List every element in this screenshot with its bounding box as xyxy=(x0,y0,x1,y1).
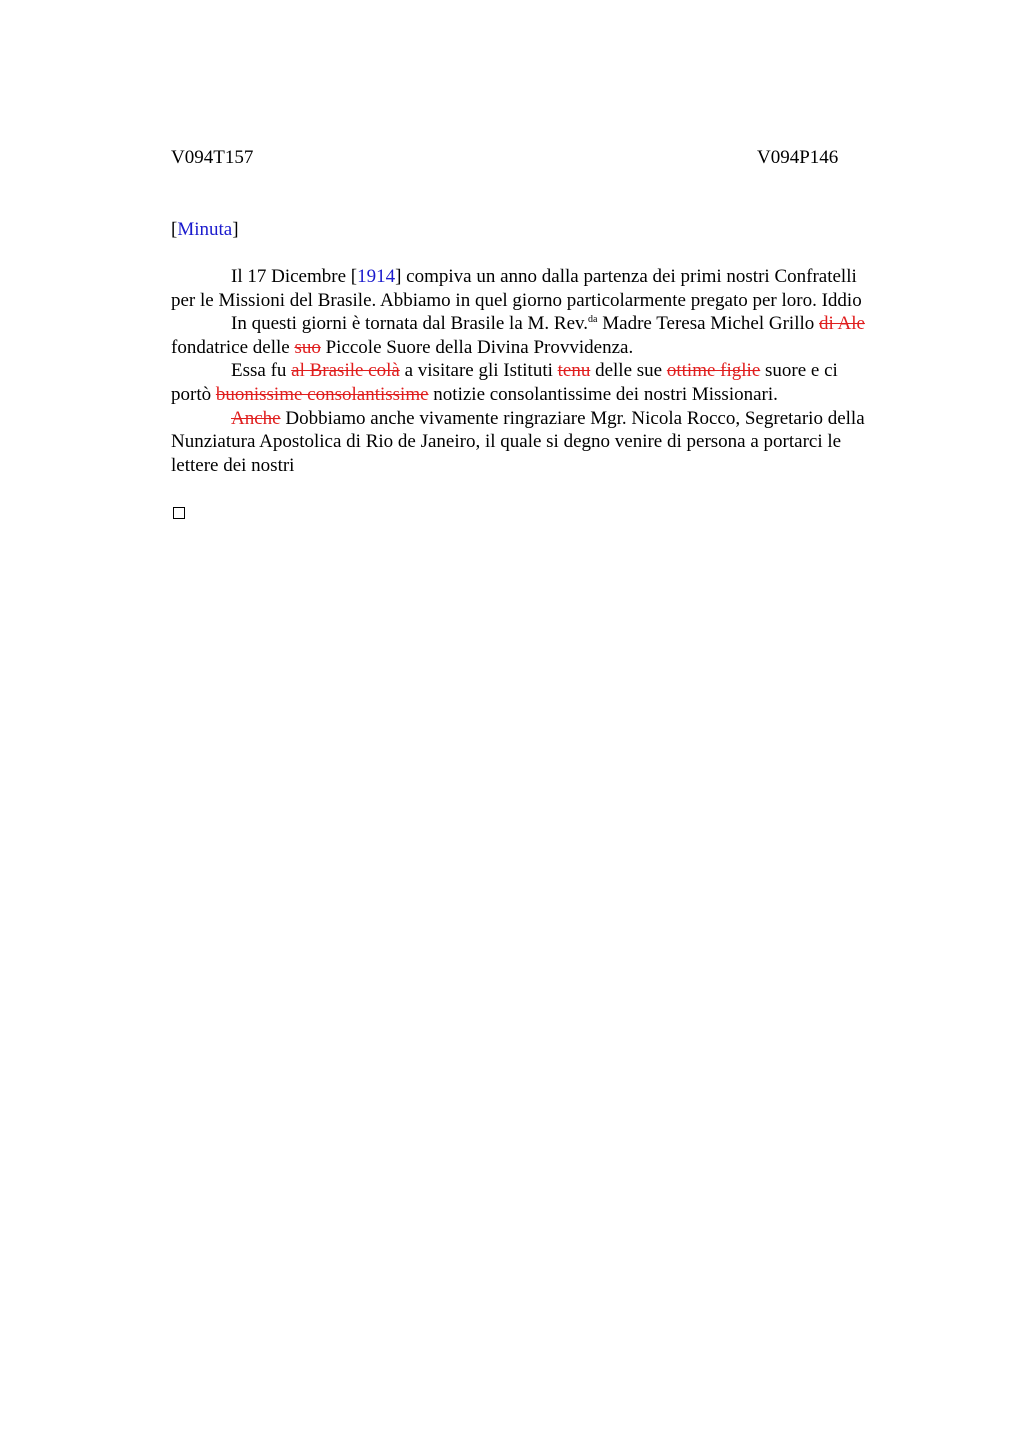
paragraph-3-line-1 xyxy=(171,359,931,383)
deleted-text: suo xyxy=(294,336,321,358)
paragraph-4-line-1 xyxy=(171,407,931,431)
paragraph-1-line-1 xyxy=(171,265,931,289)
paragraph-2-line-2 xyxy=(171,336,931,360)
empty-square-icon xyxy=(173,507,185,519)
paragraph-4-line-2: Nunziatura Apostolica di Rio de Janeiro, il quale si degno venire di persona a portarci le xyxy=(171,431,842,453)
paragraph-1 xyxy=(171,265,931,312)
paragraph-1-line-2: per le Missioni del Brasile. Abbiamo in quel giorno particolarmente pregato per loro. Iddio xyxy=(171,289,862,311)
bracket-open: [ xyxy=(171,219,178,240)
letter-body xyxy=(171,265,931,477)
text-segment: ] compiva un anno dalla partenza dei primi nostri Confratelli xyxy=(395,266,857,287)
bracket-close: ] xyxy=(232,219,239,240)
deleted-text: tenu xyxy=(557,360,591,382)
paragraph-2 xyxy=(171,312,931,359)
deleted-text: Anche xyxy=(231,407,281,429)
text-segment: Il 17 Dicembre [ xyxy=(231,266,358,287)
paragraph-3-line-2 xyxy=(171,383,931,407)
text-segment: suore e ci xyxy=(760,360,838,382)
deleted-text: di Ale xyxy=(819,313,865,335)
text-segment: In questi giorni è tornata dal Brasile la M. Rev. xyxy=(231,313,589,335)
text-segment: a visitare gli Istituti xyxy=(399,360,558,382)
deleted-text: al Brasile colà xyxy=(291,360,400,382)
text-segment: notizie consolantissime dei nostri Missionari. xyxy=(428,383,778,405)
text-segment: Madre Teresa Michel Grillo xyxy=(597,313,819,335)
text-segment: Essa fu xyxy=(231,360,292,382)
text-segment: delle sue xyxy=(590,360,667,382)
document-code-left: V094T157 xyxy=(171,147,254,168)
paragraph-4 xyxy=(171,407,931,478)
superscript: da xyxy=(588,314,598,326)
year-annotation: 1914 xyxy=(357,266,396,287)
minuta-label xyxy=(171,219,239,241)
paragraph-3 xyxy=(171,359,931,406)
deleted-text: ottime figlie xyxy=(666,360,761,382)
deleted-text: buonissime consolantissime xyxy=(215,383,429,405)
text-segment: fondatrice delle xyxy=(171,336,295,358)
text-segment: Piccole Suore della Divina Provvidenza. xyxy=(320,336,634,358)
document-code-right: V094P146 xyxy=(757,147,839,168)
paragraph-4-line-3: lettere dei nostri xyxy=(171,454,295,476)
minuta-text: Minuta xyxy=(177,219,233,240)
paragraph-2-line-1 xyxy=(171,312,931,336)
text-segment: portò xyxy=(171,383,216,405)
text-segment: Dobbiamo anche vivamente ringraziare Mgr. Nicola Rocco, Segretario della xyxy=(280,407,865,429)
